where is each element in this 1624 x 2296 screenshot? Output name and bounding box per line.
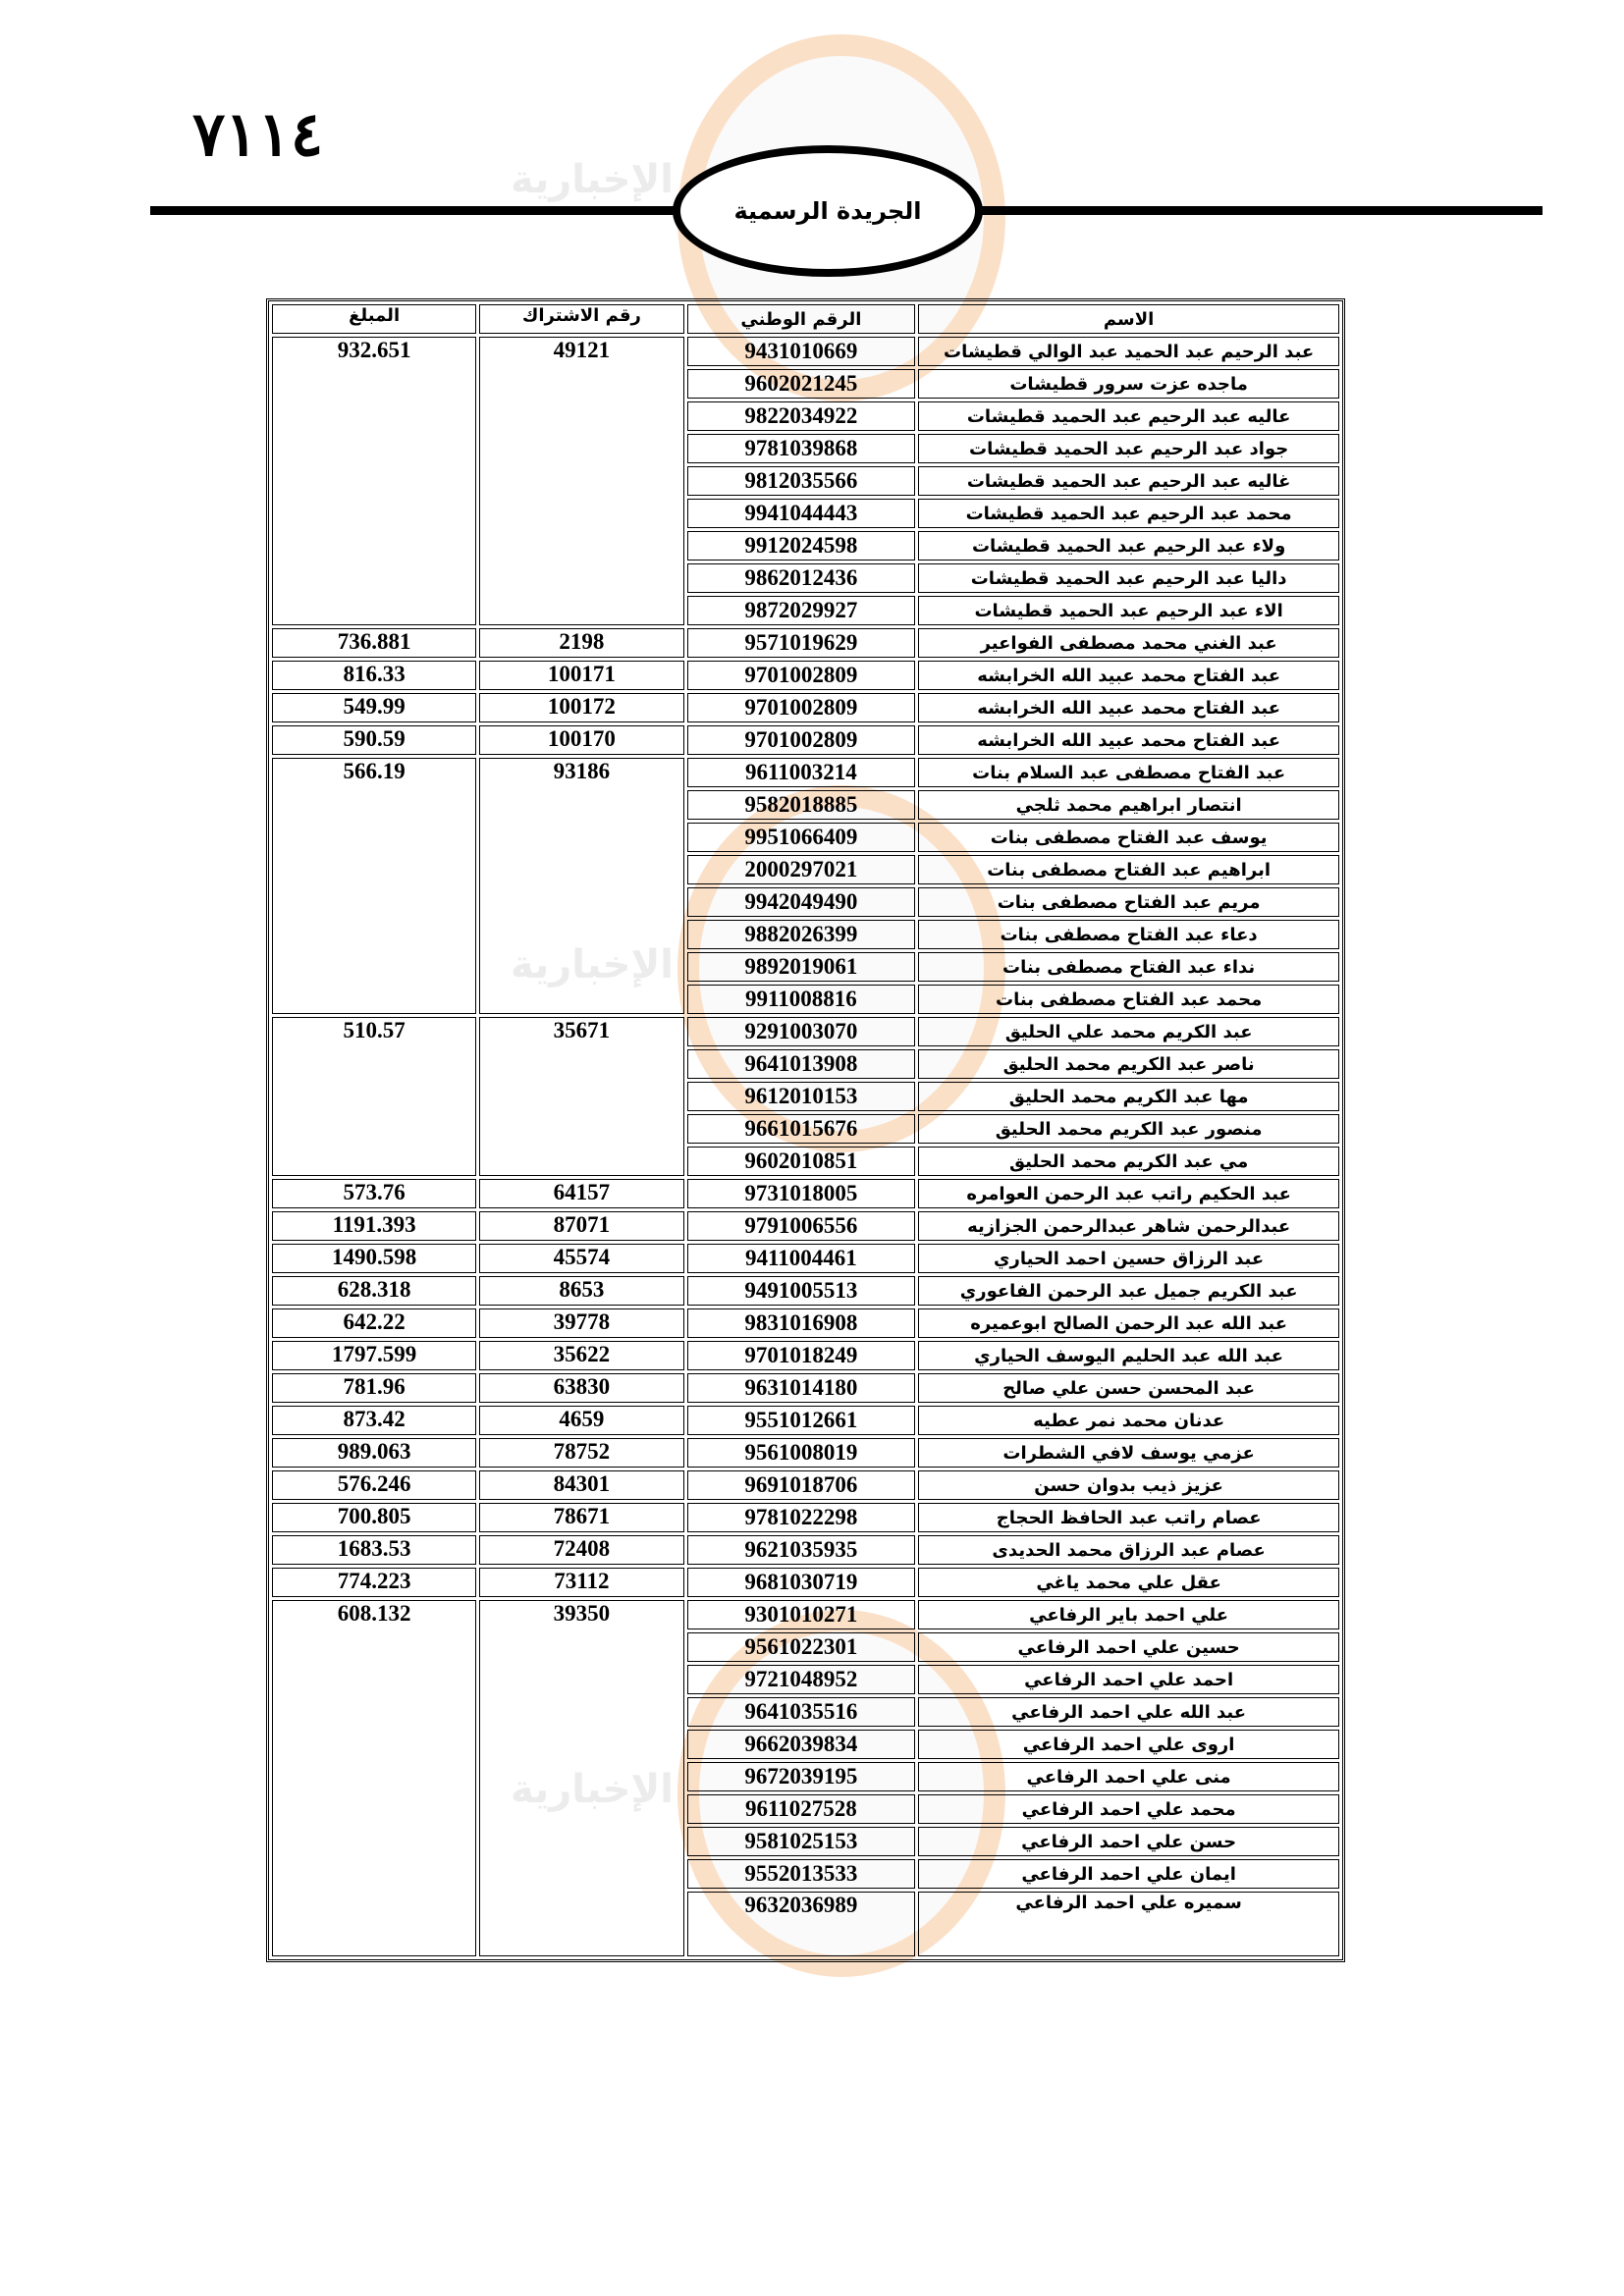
cell-name: مريم عبد الفتاح مصطفى بنات (918, 887, 1339, 917)
cell-national-id: 9951066409 (687, 823, 916, 852)
cell-national-id: 9882026399 (687, 920, 916, 949)
cell-national-id: 9602021245 (687, 369, 916, 399)
table-header-row (272, 304, 1339, 334)
cell-name: اروى علي احمد الرفاعي (918, 1730, 1339, 1759)
cell-name: ماجده عزت سرور قطيشات (918, 369, 1339, 399)
cell-national-id: 9701018249 (687, 1341, 916, 1370)
watermark-brand-sub: الإخبارية (511, 1767, 674, 1812)
cell-subscription: 78671 (479, 1503, 683, 1532)
cell-subscription: 8653 (479, 1276, 683, 1306)
cell-subscription: 100172 (479, 693, 683, 722)
cell-name: مها عبد الكريم محمد الحليق (918, 1082, 1339, 1111)
cell-national-id: 9641013908 (687, 1049, 916, 1079)
cell-name: حسين علي احمد الرفاعي (918, 1632, 1339, 1662)
cell-national-id: 9602010851 (687, 1147, 916, 1176)
header-subscription: رقم الاشتراك (479, 304, 683, 334)
table-row (272, 1438, 1339, 1468)
cell-name: عبد الحكيم راتب عبد الرحمن العوامره (918, 1179, 1339, 1208)
cell-amount: 700.805 (272, 1503, 476, 1532)
cell-national-id: 2000297021 (687, 855, 916, 884)
cell-national-id: 9831016908 (687, 1308, 916, 1338)
cell-national-id: 9731018005 (687, 1179, 916, 1208)
cell-national-id: 9701002809 (687, 661, 916, 690)
cell-amount: 989.063 (272, 1438, 476, 1468)
cell-national-id: 9612010153 (687, 1082, 916, 1111)
cell-subscription: 35671 (479, 1017, 683, 1176)
cell-national-id: 9431010669 (687, 337, 916, 366)
cell-national-id: 9681030719 (687, 1568, 916, 1597)
cell-subscription: 73112 (479, 1568, 683, 1597)
cell-national-id: 9872029927 (687, 596, 916, 625)
cell-national-id: 9691018706 (687, 1470, 916, 1500)
cell-national-id: 9912024598 (687, 531, 916, 561)
cell-amount: 736.881 (272, 628, 476, 658)
cell-name: عبدالرحمن شاهر عبدالرحمن الجزازيه (918, 1211, 1339, 1241)
cell-subscription: 64157 (479, 1179, 683, 1208)
cell-amount: 1683.53 (272, 1535, 476, 1565)
table-row (272, 1341, 1339, 1370)
cell-national-id: 9781022298 (687, 1503, 916, 1532)
table-row (272, 1211, 1339, 1241)
cell-name: عبد الرزاق حسين احمد الحياري (918, 1244, 1339, 1273)
cell-national-id: 9781039868 (687, 434, 916, 463)
cell-subscription: 100170 (479, 725, 683, 755)
cell-amount: 1191.393 (272, 1211, 476, 1241)
cell-subscription: 78752 (479, 1438, 683, 1468)
cell-national-id: 9411004461 (687, 1244, 916, 1273)
cell-amount: 1490.598 (272, 1244, 476, 1273)
gazette-title: الجريدة الرسمية (733, 197, 922, 225)
cell-name: جواد عبد الرحيم عبد الحميد قطيشات (918, 434, 1339, 463)
cell-amount: 549.99 (272, 693, 476, 722)
cell-national-id: 9812035566 (687, 466, 916, 496)
cell-subscription: 84301 (479, 1470, 683, 1500)
cell-name: عبد الكريم جميل عبد الرحمن الفاعوري (918, 1276, 1339, 1306)
cell-name: محمد علي احمد الرفاعي (918, 1794, 1339, 1824)
watermark-brand-sub: الإخبارية (511, 157, 674, 202)
cell-amount: 576.246 (272, 1470, 476, 1500)
cell-name: عبد الفتاح محمد عبيد الله الخرابشه (918, 725, 1339, 755)
cell-subscription: 72408 (479, 1535, 683, 1565)
watermark-brand-sub: الإخبارية (511, 942, 674, 988)
cell-subscription: 45574 (479, 1244, 683, 1273)
table-row (272, 1535, 1339, 1565)
table-row (272, 1276, 1339, 1306)
table-row (272, 1308, 1339, 1338)
cell-national-id: 9641035516 (687, 1697, 916, 1727)
table-row (272, 1503, 1339, 1532)
cell-name: عبد الله عبد الرحمن الصالح ابوعميره (918, 1308, 1339, 1338)
cell-national-id: 9941044443 (687, 499, 916, 528)
cell-amount: 608.132 (272, 1600, 476, 1956)
table-row (272, 693, 1339, 722)
cell-national-id: 9672039195 (687, 1762, 916, 1791)
cell-subscription: 49121 (479, 337, 683, 625)
cell-name: يوسف عبد الفتاح مصطفى بنات (918, 823, 1339, 852)
table-row (272, 1017, 1339, 1046)
header-amount: المبلغ (272, 304, 476, 334)
cell-national-id: 9791006556 (687, 1211, 916, 1241)
table-row (272, 1244, 1339, 1273)
cell-amount: 573.76 (272, 1179, 476, 1208)
cell-subscription: 4659 (479, 1406, 683, 1435)
cell-name: عبد الغني محمد مصطفى الفواعير (918, 628, 1339, 658)
cell-amount: 873.42 (272, 1406, 476, 1435)
cell-national-id: 9662039834 (687, 1730, 916, 1759)
cell-national-id: 9491005513 (687, 1276, 916, 1306)
table-row (272, 725, 1339, 755)
cell-name: عزمي يوسف لافي الشطرات (918, 1438, 1339, 1468)
cell-national-id: 9892019061 (687, 952, 916, 982)
cell-amount: 932.651 (272, 337, 476, 625)
table-row (272, 1600, 1339, 1629)
cell-name: انتصار ابراهيم محمد ثلجي (918, 790, 1339, 820)
cell-amount: 628.318 (272, 1276, 476, 1306)
cell-subscription: 39778 (479, 1308, 683, 1338)
cell-national-id: 9561008019 (687, 1438, 916, 1468)
cell-national-id: 9822034922 (687, 401, 916, 431)
cell-national-id: 9301010271 (687, 1600, 916, 1629)
cell-name: سميره علي احمد الرفاعي (918, 1892, 1339, 1956)
cell-national-id: 9582018885 (687, 790, 916, 820)
cell-amount: 510.57 (272, 1017, 476, 1176)
cell-amount: 816.33 (272, 661, 476, 690)
cell-national-id: 9631014180 (687, 1373, 916, 1403)
table-row (272, 1373, 1339, 1403)
table-row (272, 1179, 1339, 1208)
header-national-id: الرقم الوطني (687, 304, 916, 334)
cell-name: عبد الفتاح مصطفى عبد السلام بنات (918, 758, 1339, 787)
cell-name: عزيز ذيب بدوان حسن (918, 1470, 1339, 1500)
cell-name: منى علي احمد الرفاعي (918, 1762, 1339, 1791)
cell-name: ولاء عبد الرحيم عبد الحميد قطيشات (918, 531, 1339, 561)
cell-subscription: 87071 (479, 1211, 683, 1241)
cell-name: نداء عبد الفتاح مصطفى بنات (918, 952, 1339, 982)
cell-name: ناصر عبد الكريم محمد الحليق (918, 1049, 1339, 1079)
cell-name: عبد المحسن حسن علي صالح (918, 1373, 1339, 1403)
cell-name: منصور عبد الكريم محمد الحليق (918, 1114, 1339, 1144)
cell-name: مي عبد الكريم محمد الحليق (918, 1147, 1339, 1176)
cell-name: عبد الله عبد الحليم اليوسف الحياري (918, 1341, 1339, 1370)
cell-amount: 781.96 (272, 1373, 476, 1403)
cell-subscription: 39350 (479, 1600, 683, 1956)
cell-national-id: 9291003070 (687, 1017, 916, 1046)
cell-name: الاء عبد الرحيم عبد الحميد قطيشات (918, 596, 1339, 625)
payments-table (266, 298, 1345, 1962)
cell-amount: 1797.599 (272, 1341, 476, 1370)
cell-amount: 774.223 (272, 1568, 476, 1597)
table-row (272, 1406, 1339, 1435)
cell-national-id: 9571019629 (687, 628, 916, 658)
cell-name: عبد الفتاح محمد عبيد الله الخرابشه (918, 661, 1339, 690)
cell-national-id: 9721048952 (687, 1665, 916, 1694)
cell-name: دعاء عبد الفتاح مصطفى بنات (918, 920, 1339, 949)
cell-name: عدنان محمد نمر عطيه (918, 1406, 1339, 1435)
cell-subscription: 93186 (479, 758, 683, 1014)
table-row (272, 1470, 1339, 1500)
cell-amount: 566.19 (272, 758, 476, 1014)
cell-subscription: 63830 (479, 1373, 683, 1403)
cell-national-id: 9632036989 (687, 1892, 916, 1956)
cell-national-id: 9701002809 (687, 725, 916, 755)
cell-subscription: 2198 (479, 628, 683, 658)
cell-name: عبد الرحيم عبد الحميد عبد الوالي قطيشات (918, 337, 1339, 366)
cell-national-id: 9581025153 (687, 1827, 916, 1856)
cell-subscription: 100171 (479, 661, 683, 690)
cell-name: عقل علي محمد ياغي (918, 1568, 1339, 1597)
cell-name: علي احمد باير الرفاعي (918, 1600, 1339, 1629)
cell-national-id: 9911008816 (687, 985, 916, 1014)
cell-national-id: 9862012436 (687, 563, 916, 593)
cell-national-id: 9551012661 (687, 1406, 916, 1435)
cell-name: عبد الله علي احمد الرفاعي (918, 1697, 1339, 1727)
gazette-title-badge (673, 145, 983, 277)
header-name: الاسم (918, 304, 1339, 334)
table-body (272, 337, 1339, 1956)
cell-name: ايمان علي احمد الرفاعي (918, 1859, 1339, 1889)
cell-name: عبد الكريم محمد علي الحليق (918, 1017, 1339, 1046)
cell-name: غاليه عبد الرحيم عبد الحميد قطيشات (918, 466, 1339, 496)
cell-national-id: 9621035935 (687, 1535, 916, 1565)
cell-name: احمد علي احمد الرفاعي (918, 1665, 1339, 1694)
table-row (272, 1568, 1339, 1597)
cell-national-id: 9611027528 (687, 1794, 916, 1824)
table-row (272, 628, 1339, 658)
cell-subscription: 35622 (479, 1341, 683, 1370)
cell-national-id: 9552013533 (687, 1859, 916, 1889)
page-number: ٧١١٤ (192, 98, 324, 170)
cell-national-id: 9611003214 (687, 758, 916, 787)
cell-name: محمد عبد الرحيم عبد الحميد قطيشات (918, 499, 1339, 528)
cell-national-id: 9561022301 (687, 1632, 916, 1662)
cell-amount: 642.22 (272, 1308, 476, 1338)
cell-name: محمد عبد الفتاح مصطفى بنات (918, 985, 1339, 1014)
cell-name: حسن علي احمد الرفاعي (918, 1827, 1339, 1856)
cell-national-id: 9661015676 (687, 1114, 916, 1144)
table-row (272, 661, 1339, 690)
cell-name: عاليه عبد الرحيم عبد الحميد قطيشات (918, 401, 1339, 431)
cell-name: داليا عبد الرحيم عبد الحميد قطيشات (918, 563, 1339, 593)
cell-national-id: 9701002809 (687, 693, 916, 722)
table-row (272, 758, 1339, 787)
cell-national-id: 9942049490 (687, 887, 916, 917)
cell-name: عصام راتب عبد الحافظ الحجاج (918, 1503, 1339, 1532)
cell-amount: 590.59 (272, 725, 476, 755)
cell-name: ابراهيم عبد الفتاح مصطفى بنات (918, 855, 1339, 884)
table-row (272, 337, 1339, 366)
cell-name: عبد الفتاح محمد عبيد الله الخرابشه (918, 693, 1339, 722)
cell-name: عصام عبد الرزاق محمد الحديدى (918, 1535, 1339, 1565)
